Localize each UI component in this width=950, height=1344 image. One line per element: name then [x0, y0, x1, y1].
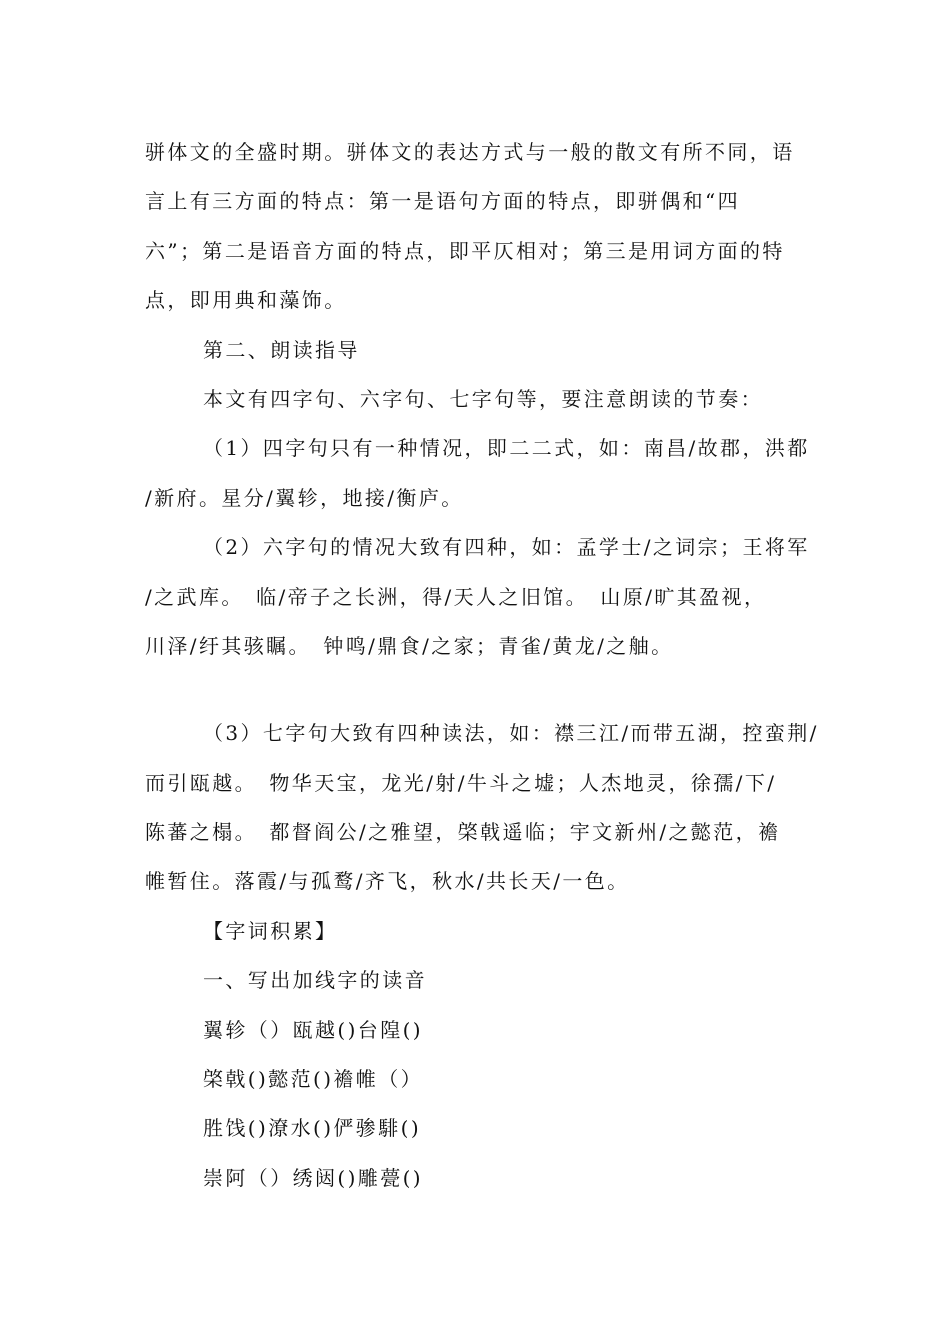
text-line: 点，即用典和藻饰。	[145, 288, 347, 313]
text-line: /新府。星分/翼轸，地接/衡庐。	[145, 485, 464, 510]
document-page	[145, 128, 819, 1203]
text-line: 六”；第二是语音方面的特点，即平仄相对；第三是用词方面的特	[145, 238, 785, 263]
exercise-title: 一、写出加线字的读音	[203, 968, 427, 993]
text-line: 帷暂住。落霞/与孤鹜/齐飞，秋水/共长天/一色。	[145, 869, 630, 894]
exercise-line: 崇阿（）绣闼()雕甍()	[203, 1165, 424, 1190]
paragraph-pianti-features	[145, 128, 805, 326]
blank-gap	[145, 671, 805, 709]
exercise-line: 棨戟()懿范()襜帷（）	[203, 1067, 424, 1092]
paragraph-intro: 本文有四字句、六字句、七字句等，要注意朗读的节奏：	[203, 386, 763, 411]
text-line: 陈蕃之榻。 都督阎公/之雅望，棨戟遥临；宇文新州/之懿范，襜	[145, 820, 781, 845]
section-vocabulary: 【字词积累】	[203, 918, 338, 943]
paragraph-item-2	[145, 523, 810, 671]
paragraph-item-1	[145, 424, 810, 523]
exercise-line: 胜饯()潦水()俨骖騑()	[203, 1116, 422, 1141]
text-line: 骈体文的全盛时期。骈体文的表达方式与一般的散文有所不同，语	[145, 140, 795, 164]
text-line: （1）四字句只有一种情况，即二二式，如：南昌/故郡，洪都	[203, 436, 810, 461]
heading-reading-guide: 第二、朗读指导	[203, 337, 360, 362]
exercise-list	[145, 1006, 805, 1204]
text-line: （3）七字句大致有四种读法，如：襟三江/而带五湖，控蛮荆/	[203, 721, 819, 746]
text-line: 言上有三方面的特点：第一是语句方面的特点，即骈偶和“四	[145, 189, 741, 214]
paragraph-item-3	[145, 709, 819, 907]
text-line: （2）六字句的情况大致有四种，如：孟学士/之词宗；王将军	[203, 535, 810, 560]
exercise-line: 翼轸（）瓯越()台隍()	[203, 1017, 424, 1042]
text-line: /之武库。 临/帝子之长洲，得/天人之旧馆。 山原/旷其盈视，	[145, 584, 767, 609]
text-line: 川泽/纡其骇瞩。 钟鸣/鼎食/之家；青雀/黄龙/之舳。	[145, 633, 674, 658]
text-line: 而引瓯越。 物华天宝，龙光/射/牛斗之墟；人杰地灵，徐孺/下/	[145, 770, 777, 795]
